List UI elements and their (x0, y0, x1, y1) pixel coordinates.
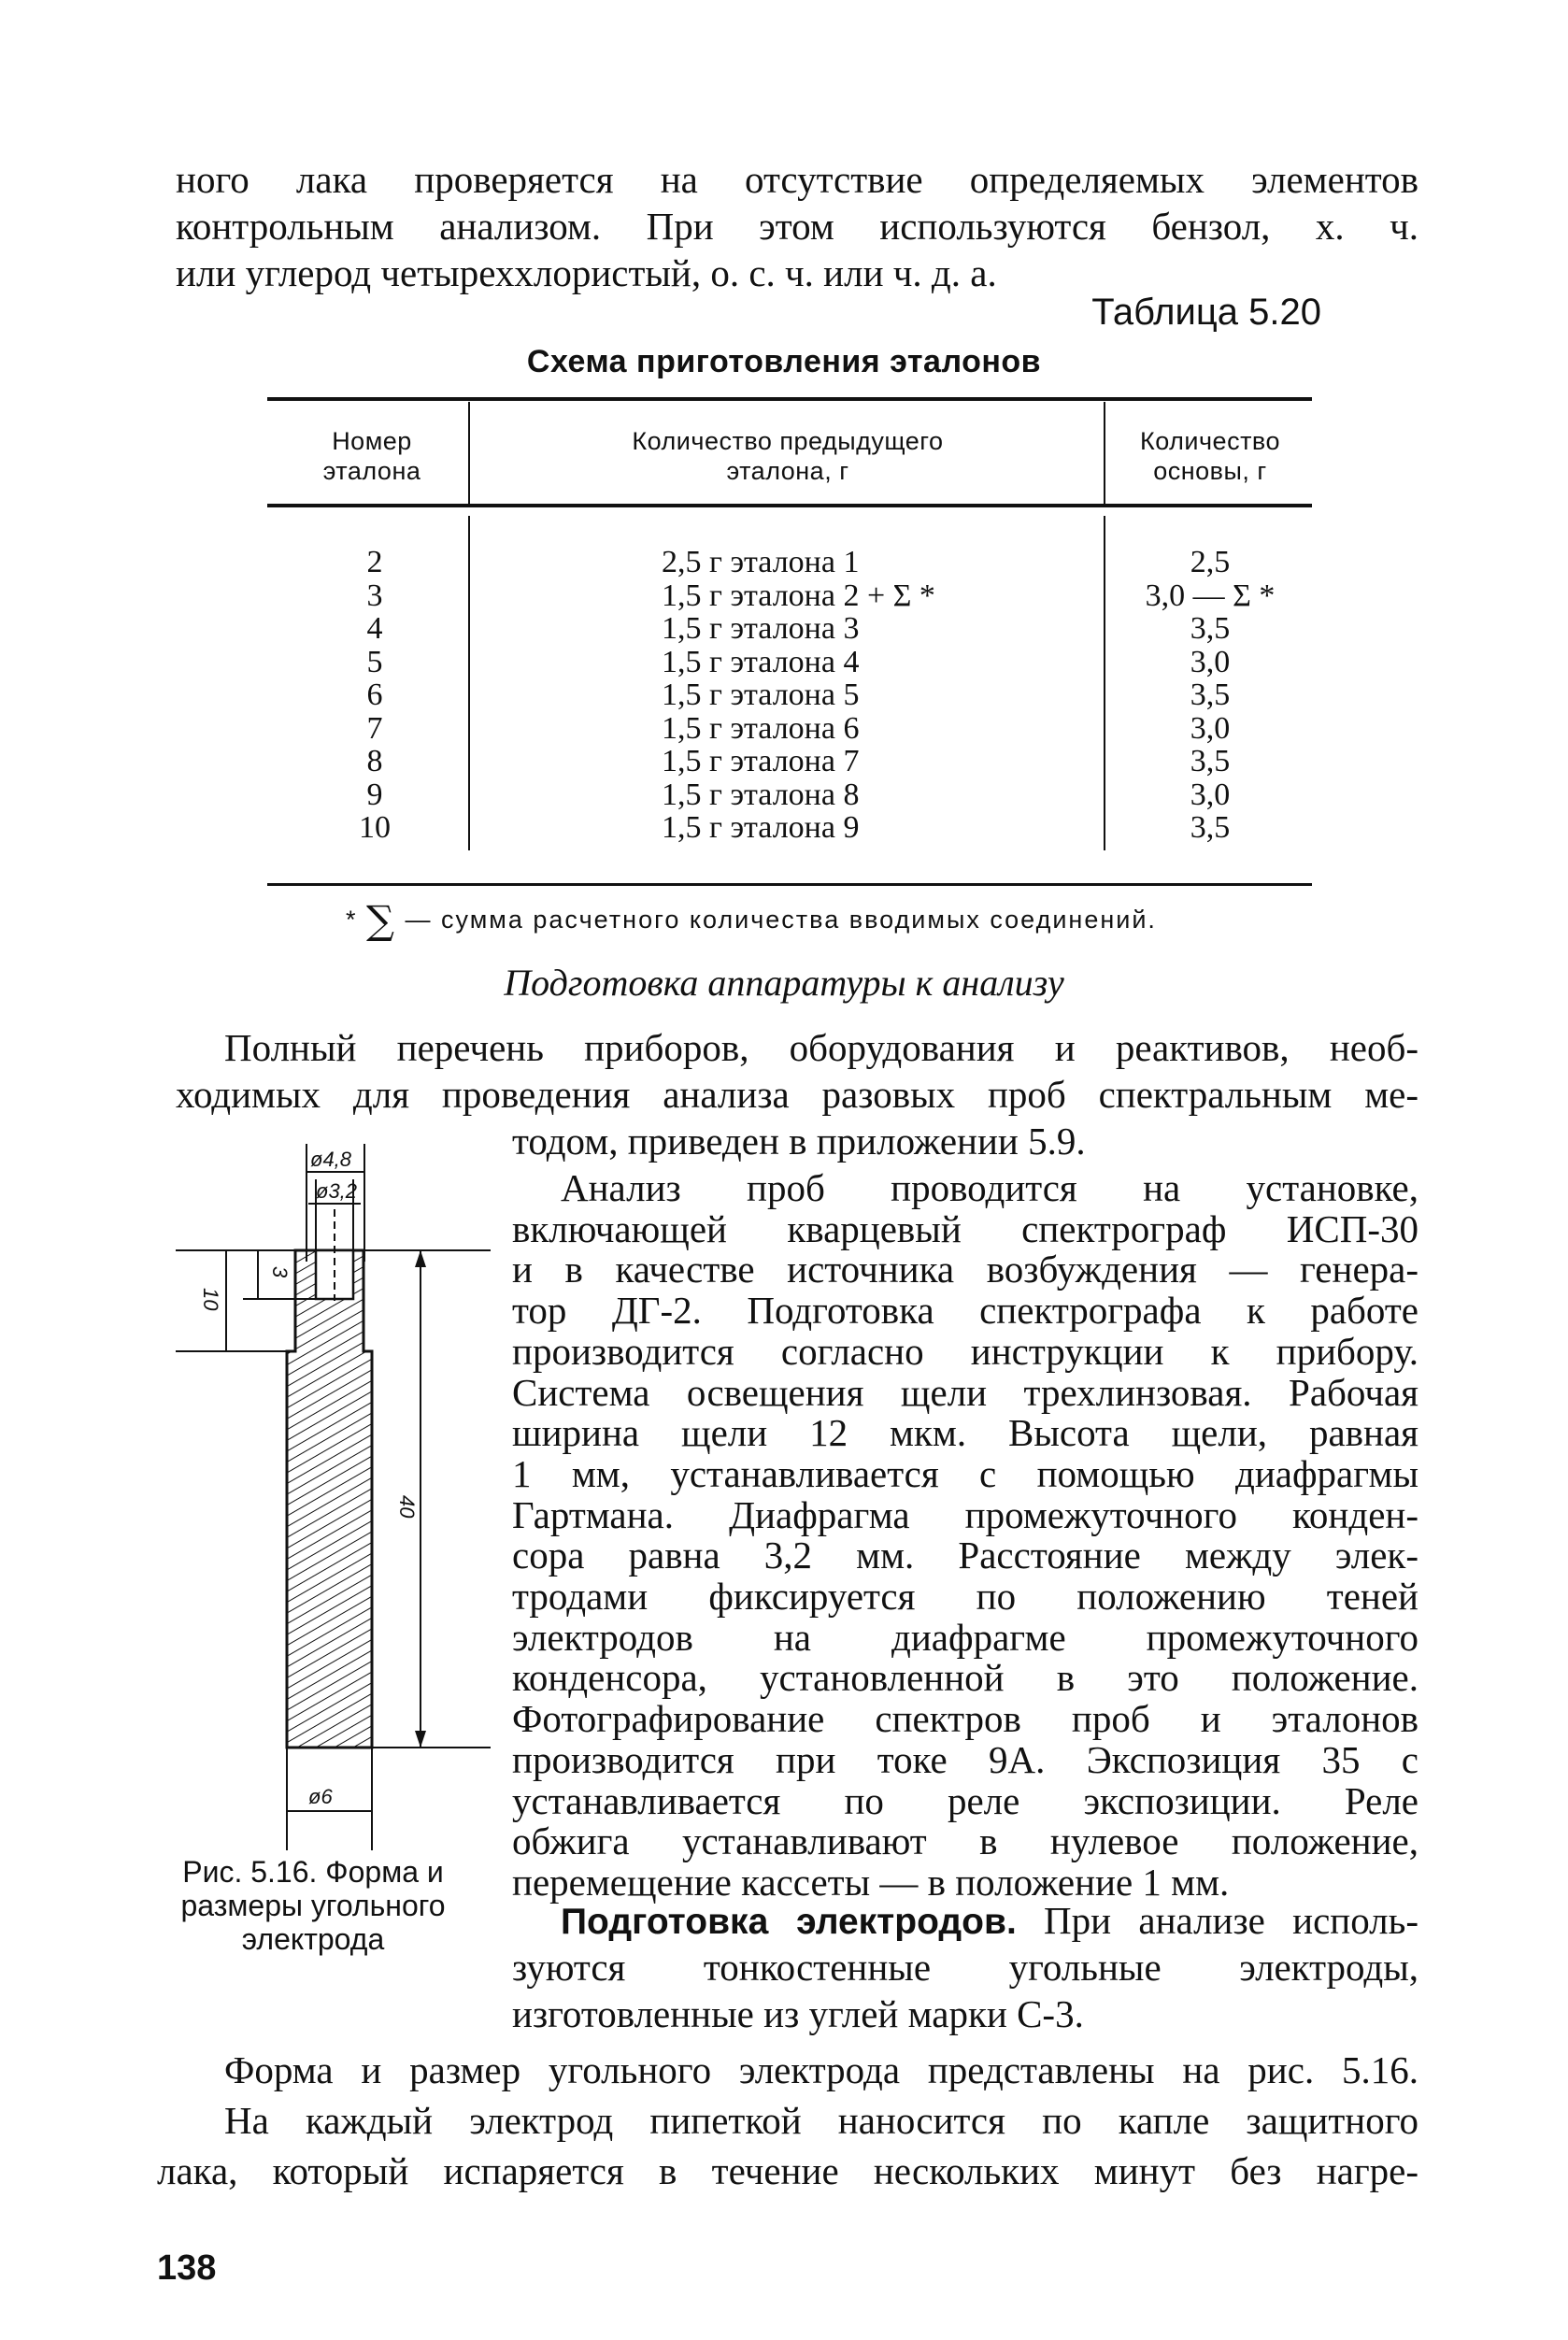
text-line: ширина щели 12 мкм. Высота щели, равная (512, 1411, 1418, 1455)
table-cell-base: 3,5 (1190, 810, 1231, 845)
text-line: Форма и размер угольного электрода представлены на рис. 5.16. (224, 2048, 1418, 2091)
header-base-amount: Количество основы, г (1140, 427, 1280, 485)
table-cell-base: 3,5 (1190, 678, 1231, 712)
table-cell-base: 3,0 (1190, 644, 1231, 679)
text-line: и в качестве источника возбуждения — генера- (512, 1248, 1418, 1291)
text-line: Система освещения щели трехлинзовая. Рабочая (512, 1370, 1418, 1414)
text-line: производится при токе 9А. Экспозиция 35 с (512, 1737, 1418, 1781)
text-line: включающей кварцевый спектрограф ИСП-30 (512, 1206, 1418, 1250)
dim-label-h40: 40 (395, 1495, 419, 1519)
table-header-rule (267, 504, 1312, 507)
table-cell-num: 6 (366, 678, 383, 712)
table-top-rule (267, 397, 1312, 401)
table-col-divider (468, 516, 470, 850)
table-cell-base: 3,5 (1190, 611, 1231, 646)
table-number: Таблица 5.20 (1091, 292, 1321, 333)
dim-label-d48: ø4,8 (310, 1148, 352, 1171)
dim-label-h10: 10 (199, 1288, 222, 1311)
text-line: перемещение кассеты — в положение 1 мм. (512, 1860, 1230, 1904)
table-cell-base: 2,5 (1190, 545, 1231, 579)
dim-label-d6: ø6 (308, 1785, 333, 1808)
text-line: зуются тонкостенные угольные электроды, (512, 1946, 1418, 1989)
table-cell-base: 3,5 (1190, 744, 1231, 778)
table-cell-prev: 1,5 г эталона 2 + Σ * (662, 578, 935, 613)
text-line: тродами фиксируется по положению теней (512, 1575, 1418, 1618)
table-cell-prev: 2,5 г эталона 1 (662, 545, 860, 579)
table-cell-prev: 1,5 г эталона 9 (662, 810, 860, 845)
table-cell-base: 3,0 (1190, 710, 1231, 746)
table-cell-prev: 1,5 г эталона 7 (662, 744, 860, 778)
text-line: конденсора, установленной в это положение. (512, 1656, 1418, 1700)
text-line: Гартмана. Диафрагма промежуточного конден- (512, 1492, 1418, 1536)
electrode-body (287, 1250, 372, 1748)
table-col-divider (1104, 516, 1105, 850)
table-title: Схема приготовления эталонов (526, 344, 1042, 379)
table-bottom-rule (267, 883, 1312, 886)
table-cell-num: 2 (366, 545, 383, 579)
table-cell-base: 3,0 — Σ * (1145, 578, 1276, 613)
section-title: Подготовка аппаратуры к анализу (504, 962, 1064, 1004)
header-number: Номер эталона (322, 427, 421, 485)
paragraph-lead: Подготовка электродов. (561, 1902, 1017, 1942)
table-cell-num: 7 (366, 710, 383, 746)
table-cell-prev: 1,5 г эталона 5 (662, 678, 860, 712)
sigma-symbol: ∑ (366, 897, 397, 943)
header-prev-amount: Количество предыдущего эталона, г (632, 427, 944, 485)
text-line: ходимых для проведения анализа разовых проб спектральным ме- (176, 1073, 1418, 1116)
table-cell-num: 3 (366, 578, 383, 613)
text-line: Анализ проб проводится на установке, (561, 1166, 1418, 1209)
table-cell-prev: 1,5 г эталона 3 (662, 611, 860, 646)
text-line: или углерод четыреххлористый, о. с. ч. или ч. д. а. (176, 251, 997, 294)
text-line: электродов на диафрагме промежуточного (512, 1615, 1418, 1659)
text-line: Подготовка электродов. При анализе исполь- (561, 1899, 1418, 1942)
dim-label-d32: ø3,2 (316, 1179, 358, 1203)
table-cell-num: 9 (366, 777, 383, 812)
text-line: изготовленные из углей марки С-3. (512, 1992, 1084, 2035)
text-line: обжига устанавливают в нулевое положение, (512, 1819, 1418, 1863)
table-col-divider (1104, 402, 1105, 505)
table-cell-num: 4 (366, 611, 383, 646)
figure-caption: Рис. 5.16. Форма и размеры угольного электрода (180, 1855, 446, 1956)
dim-label-h3: 3 (268, 1266, 292, 1278)
text-line: производится согласно инструкции к прибору. (512, 1329, 1418, 1373)
text-line: На каждый электрод пипеткой наносится по капле защитного (224, 2099, 1418, 2142)
text-line: контрольным анализом. При этом используются бензол, х. ч. (176, 205, 1418, 248)
text-line: Фотографирование спектров проб и эталонов (512, 1697, 1418, 1741)
table-col-divider (468, 402, 470, 505)
table-cell-num: 5 (366, 644, 383, 679)
text-line: лака, который испаряется в течение нескольких минут без нагре- (157, 2149, 1418, 2192)
text-line: тор ДГ-2. Подготовка спектрографа к работе (512, 1289, 1418, 1333)
page-number: 138 (157, 2248, 217, 2288)
text-line: тодом, приведен в приложении 5.9. (512, 1120, 1086, 1163)
table-cell-prev: 1,5 г эталона 8 (662, 777, 860, 812)
text-line: ного лака проверяется на отсутствие определяемых элементов (176, 158, 1418, 201)
table-footnote: * ∑ — сумма расчетного количества вводимых соединений. (346, 897, 1157, 943)
text-line: устанавливается по реле экспозиции. Реле (512, 1778, 1418, 1822)
table-cell-num: 10 (359, 810, 391, 845)
text-line: Полный перечень приборов, оборудования и реактивов, необ- (224, 1026, 1418, 1069)
electrode-drawing (168, 1131, 505, 1850)
table-cell-prev: 1,5 г эталона 6 (662, 710, 860, 746)
text-line: сора равна 3,2 мм. Расстояние между элек- (512, 1534, 1418, 1577)
text-line: 1 мм, устанавливается с помощью диафрагмы (512, 1451, 1418, 1495)
table-cell-prev: 1,5 г эталона 4 (662, 644, 860, 679)
table-cell-base: 3,0 (1190, 777, 1231, 812)
table-cell-num: 8 (366, 744, 383, 778)
